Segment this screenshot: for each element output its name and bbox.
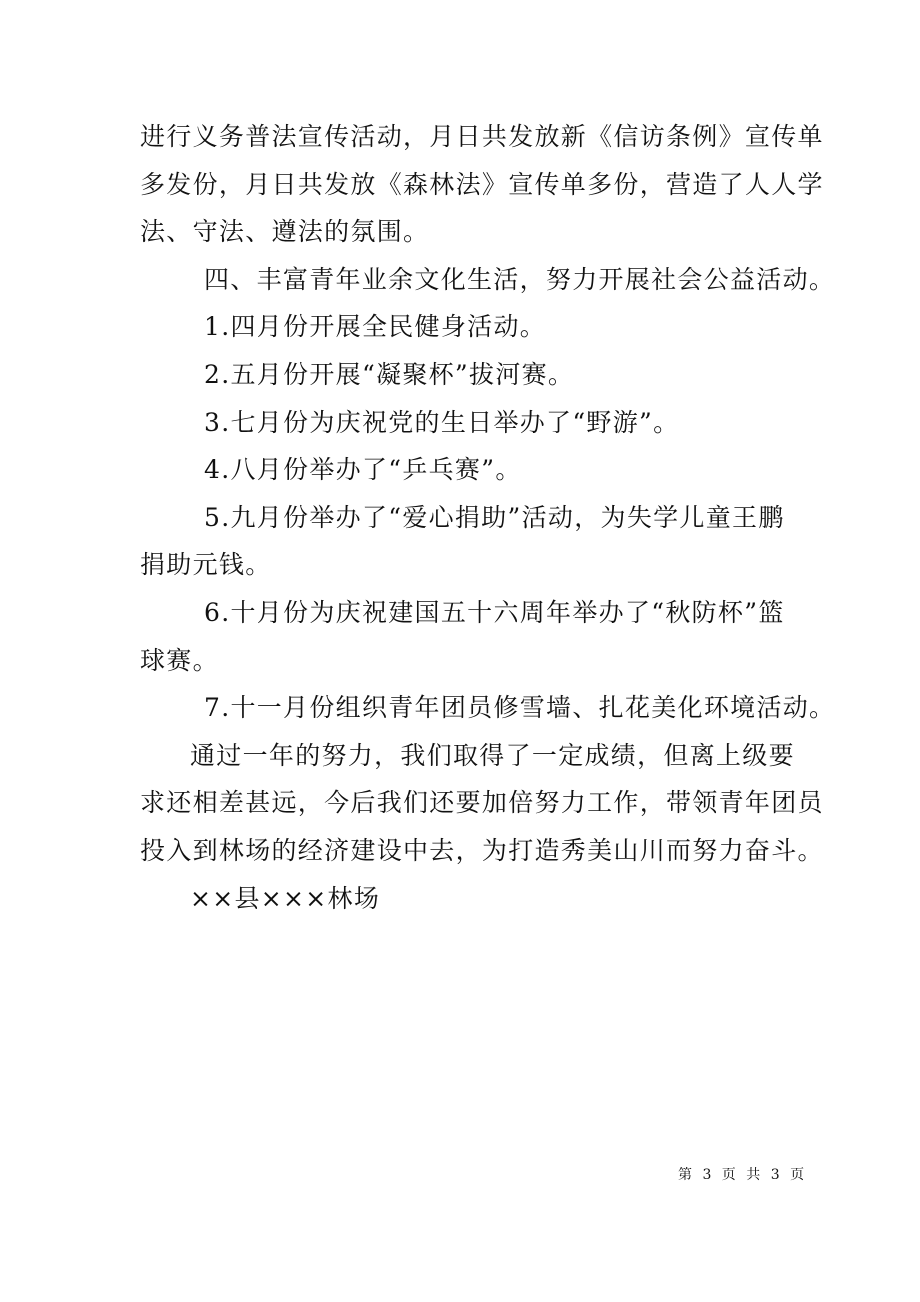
list-item-6-continued: 球赛。 [140,645,219,675]
conclusion-line-1: 通过一年的努力，我们取得了一定成绩，但离上级要 [190,740,795,770]
list-item-7: 7.十一月份组织青年团员修雪墙、扎花美化环境活动。 [204,693,836,723]
signature-organization: ××县×××林场 [190,883,381,913]
list-item-6: 6.十月份为庆祝建国五十六周年举办了“秋防杯”篮 [204,597,785,627]
list-item-3: 3.七月份为庆祝党的生日举办了“野游”。 [204,407,680,437]
list-item-2: 2.五月份开展“凝聚杯”拔河赛。 [204,359,575,389]
page-number-footer: 第 3 页 共 3 页 [678,1167,808,1183]
list-item-1: 1.四月份开展全民健身活动。 [204,312,547,342]
list-item-4: 4.八月份举办了“乒乓赛”。 [204,455,522,485]
conclusion-line-2: 求还相差甚远，今后我们还要加倍努力工作，带领青年团员 [140,788,824,818]
section-heading-4: 四、丰富青年业余文化生活，努力开展社会公益活动。 [204,264,836,294]
conclusion-line-3: 投入到林场的经济建设中去，为打造秀美山川而努力奋斗。 [140,835,824,865]
text-line-2: 多发份，月日共发放《森林法》宣传单多份，营造了人人学 [140,169,824,199]
document-body [140,113,836,922]
text-line-1: 进行义务普法宣传活动，月日共发放新《信访条例》宣传单 [140,122,824,151]
list-item-5-continued: 捐助元钱。 [140,550,272,580]
list-item-5: 5.九月份举办了“爱心捐助”活动，为失学儿童王鹏 [204,502,785,532]
text-line-3: 法、守法、遵法的氛围。 [140,217,430,247]
